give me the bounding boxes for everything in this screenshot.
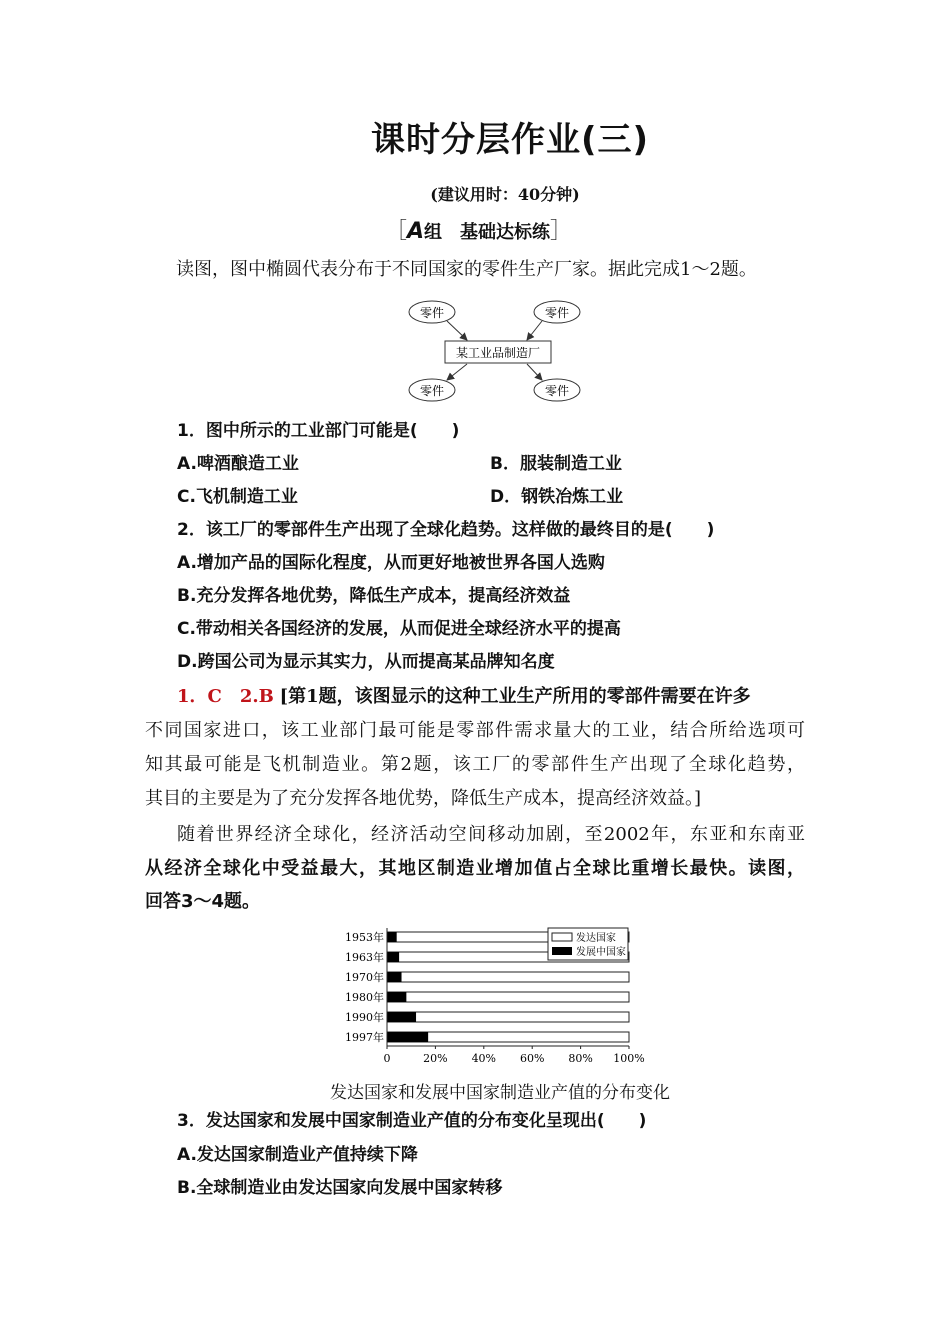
part-label-bl: 零件 [419, 384, 445, 398]
answer-12-line-2: 不同国家进口，该工业部门最可能是零部件需求量大的工业，结合所给选项可 [145, 720, 805, 741]
y-tick-label: 1953年 [345, 931, 384, 944]
bar-developing [387, 932, 397, 942]
q2-option-c: C.带动相关各国经济的发展，从而促进全球经济水平的提高 [177, 619, 621, 639]
legend-swatch-developed [552, 933, 572, 941]
bar-developed [387, 992, 629, 1002]
y-tick-label: 1997年 [345, 1031, 384, 1044]
bar-developing [387, 952, 399, 962]
y-tick-label: 1970年 [345, 971, 384, 984]
x-tick-label: 0 [383, 1052, 391, 1065]
x-tick-label: 40% [471, 1052, 497, 1065]
group-letter: A [407, 219, 425, 244]
intro-2-line-3: 回答3～4题。 [145, 891, 261, 912]
q1-stem: 1．图中所示的工业部门可能是( ) [177, 421, 460, 441]
answer-12-line-3: 知其最可能是飞机制造业。第2题，该工厂的零部件生产出现了全球化趋势， [145, 754, 805, 775]
q1-option-b: B．服装制造工业 [490, 454, 622, 474]
parts-diagram [405, 296, 595, 406]
factory-label: 某工业品制造厂 [455, 346, 541, 360]
answer-12-line-1 [177, 685, 805, 709]
q2-option-d: D.跨国公司为显示其实力，从而提高某品牌知名度 [177, 652, 555, 672]
q1-option-d: D．钢铁冶炼工业 [490, 487, 624, 507]
y-tick-label: 1980年 [345, 991, 384, 1004]
intro-2-line-2: 从经济全球化中受益最大，其地区制造业增加值占全球比重增长最快。读图， [145, 858, 805, 879]
bar-developing [387, 992, 406, 1002]
bar-developing [387, 972, 402, 982]
x-tick-label: 100% [613, 1052, 645, 1065]
legend-label-developed: 发达国家 [576, 933, 616, 944]
arrow-bl [447, 364, 467, 380]
bar-developing [387, 1012, 416, 1022]
group-heading [385, 214, 572, 245]
page-title: 课时分层作业(三) [370, 120, 650, 160]
chart-caption: 发达国家和发展中国家制造业产值的分布变化 [330, 1083, 670, 1103]
arrow-tl [447, 321, 467, 340]
q3-option-b: B.全球制造业由发达国家向发展中国家转移 [177, 1178, 503, 1198]
q2-stem: 2．该工厂的零部件生产出现了全球化趋势。这样做的最终目的是( ) [177, 520, 715, 540]
q1-option-a: A.啤酒酿造工业 [177, 454, 299, 474]
group-label: 组 基础达标练 [424, 222, 551, 243]
bar-developed [387, 1012, 629, 1022]
manufacturing-share-chart [340, 924, 660, 1072]
x-tick-label: 20% [423, 1052, 448, 1065]
part-label-tl: 零件 [419, 306, 445, 320]
q3-option-a: A.发达国家制造业产值持续下降 [177, 1145, 418, 1165]
answer-key: 1．C 2.B [177, 686, 274, 707]
q2-option-a: A.增加产品的国际化程度，从而更好地被世界各国人选购 [177, 553, 605, 573]
y-tick-label: 1990年 [345, 1011, 384, 1024]
intro-2-line-1: 随着世界经济全球化，经济活动空间移动加剧，至2002年，东亚和东南亚 [177, 824, 805, 845]
answer-12-text-1: [第1题，该图显示的这种工业生产所用的零部件需要在许多 [279, 686, 751, 707]
intro-1: 读图，图中椭圆代表分布于不同国家的零件生产厂家。据此完成1～2题。 [176, 259, 757, 280]
y-tick-label: 1963年 [345, 951, 384, 964]
group-bracket-right: ］ [550, 219, 573, 244]
legend-label-developing: 发展中国家 [576, 947, 626, 958]
q2-option-b: B.充分发挥各地优势，降低生产成本，提高经济效益 [177, 586, 571, 606]
arrow-br [527, 364, 542, 380]
x-tick-label: 80% [568, 1052, 593, 1065]
part-label-tr: 零件 [544, 306, 570, 320]
q1-option-c: C.飞机制造工业 [177, 487, 298, 507]
legend-swatch-developing [552, 947, 572, 955]
page-subtitle: (建议用时：40分钟) [430, 185, 580, 204]
answer-12-line-4: 其目的主要是为了充分发挥各地优势，降低生产成本，提高经济效益。] [145, 788, 702, 809]
part-label-br: 零件 [544, 384, 570, 398]
arrow-tr [527, 321, 542, 340]
q3-stem: 3．发达国家和发展中国家制造业产值的分布变化呈现出( ) [177, 1111, 647, 1131]
bar-developing [387, 1032, 428, 1042]
group-bracket-left: ［ [385, 219, 408, 244]
x-tick-label: 60% [519, 1052, 545, 1065]
bar-developed [387, 972, 629, 982]
